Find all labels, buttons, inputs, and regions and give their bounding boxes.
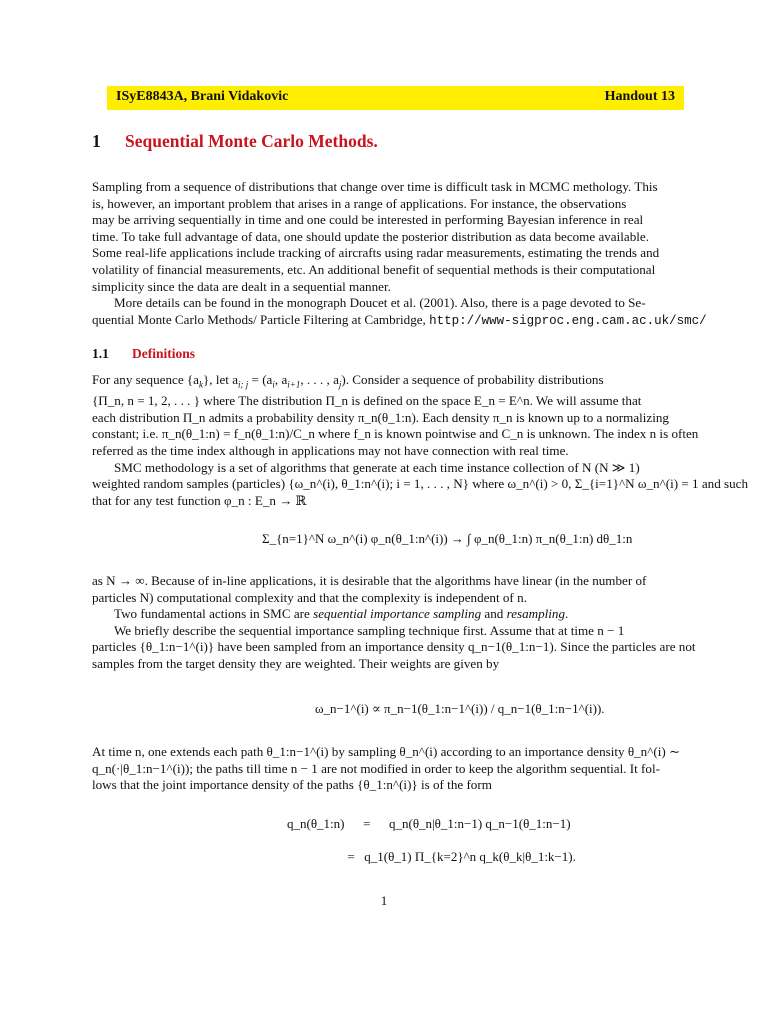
text-fragment: Two fundamental actions in SMC are [114,606,314,622]
subsection-heading [92,346,195,362]
text-line: that for any test function φ_n : E_n → ℝ [92,492,307,508]
text-line [92,606,698,623]
eq-lhs: q_n(θ_1:n) [287,816,345,831]
equation-convergence: Σ_{n=1}^N ω_n^(i) φ_n(θ_1:n^(i)) → ∫ φ_n(θ_1:n) π_n(θ_1:n) dθ_1:n [262,531,633,546]
text-line [92,311,707,330]
text-fragment: quential Monte Carlo Methods/ Particle Filtering at Cambridge, [92,311,430,327]
course-author: ISyE8843A, Brani Vidakovic [116,89,289,104]
section-title: Sequential Monte Carlo Methods. [125,131,378,151]
equation-weights: ω_n−1^(i) ∝ π_n−1(θ_1:n−1^(i)) / q_n−1(θ_1:n−1^(i)). [315,701,605,716]
text-fragment: For any sequence {a [92,372,199,387]
section-number: 1 [92,131,101,151]
sis-paragraph [92,573,698,673]
text-line: may be arriving sequentially in time and one could be interested in performing Bayesian inference in real [92,212,644,228]
text-line: is, however, an important problem that arises in a range of applications. For instance, the observations [92,195,627,211]
text-line: We briefly describe the sequential importance sampling technique first. Assume that at time n − 1 [114,622,625,638]
text-line: time. To take full advantage of data, one should update the posterior distribution as data become available. [92,228,649,244]
path-extension-paragraph [92,744,698,794]
text-line: q_n(·|θ_1:n−1^(i)); the paths till time n − 1 are not modified in order to keep the algorithm sequential. It fol- [92,760,660,776]
subsection-number: 1.1 [92,346,109,361]
text-fragment: . [565,606,569,622]
emphasis: resampling [506,606,566,622]
text-fragment: = (a [248,372,273,387]
text-line: volatility of financial measurements, etc. An additional benefit of sequential methods is their computational [92,261,656,277]
header-bar [107,86,684,110]
text-line: At time n, one extends each path θ_1:n−1^(i) by sampling θ_n^(i) according to an importance density θ_n^(i) ∼ [92,744,680,759]
text-line: simplicity since the data are dealt in a sequential manner. [92,278,391,294]
text-fragment: , . . . , a [300,372,339,387]
text-line: each distribution Π_n admits a probability density π_n(θ_1:n). Each density π_n is known up to a normalizing [92,409,669,425]
text-line: SMC methodology is a set of algorithms that generate at each time instance collection of N (N ≫ 1) [114,459,640,475]
emphasis: sequential importance sampling [313,606,482,622]
text-line: constant; i.e. π_n(θ_1:n) = f_n(θ_1:n)/C_n where f_n is known pointwise and C_n is unknown. The index n is often [92,426,699,442]
text-line: Sampling from a sequence of distributions that change over time is difficult task in MCMC methology. This [92,179,658,194]
text-fragment: , a [274,372,288,387]
text-line: For any sequence $\{a_k\}$, let $a_{i; j} = (a_i$, $a_{i+1}$, . . . , $a_j$). Consider a sequence of probability distributions [92,372,604,390]
text-line: {Π_n, n = 1, 2, . . . } where The distribution Π_n is defined on the space E_n = E^n. We will assume that [92,393,642,409]
eq-sign: = [347,849,355,864]
text-line: Some real-life applications include tracking of aircrafts using radar measurements, estimating the trends and [92,245,660,261]
text-line: samples from the target density they are weighted. Their weights are given by [92,655,500,671]
definitions-paragraph [92,372,749,509]
eq-sign: = [363,816,371,831]
page-number: 1 [380,893,388,908]
section-heading [92,131,378,152]
text-line: particles {θ_1:n−1^(i)} have been sampled from an importance density q_n−1(θ_1:n−1). Since the particles are not [92,639,696,655]
subsection-title: Definitions [132,346,196,361]
eq-rhs: q_1(θ_1) Π_{k=2}^n q_k(θ_k|θ_1:k−1). [364,849,576,864]
equation-joint-density-line2 [341,849,576,865]
text-fragment: }, let a [203,372,239,387]
text-fragment: ). Consider a sequence of probability distributions [341,372,604,387]
handout-number: Handout 13 [604,89,675,104]
text-fragment: and [481,606,507,622]
text-line: referred as the time index although in applications may not have connection with real time. [92,442,569,458]
intro-paragraph [92,179,707,329]
eq-rhs: q_n(θ_n|θ_1:n−1) q_n−1(θ_1:n−1) [389,816,571,831]
equation-joint-density-line1 [287,816,571,832]
text-line: as N → ∞. Because of in-line applications, it is desirable that the algorithms have linear (in the number of [92,573,647,588]
text-line: More details can be found in the monograph Doucet et al. (2001). Also, there is a page devoted to Se- [114,295,646,311]
text-line: weighted random samples (particles) {ω_n^(i), θ_1:n^(i); i = 1, . . . , N} where ω_n^(i) > 0, Σ_{i=1}^N ω_n^(i) = 1 and such [92,476,749,492]
text-line: lows that the joint importance density of the paths {θ_1:n^(i)} is of the form [92,777,492,793]
cambridge-url: http://www-sigproc.eng.cam.ac.uk/smc/ [429,313,707,328]
text-line: particles N) computational complexity and that the complexity is independent of n. [92,589,527,605]
